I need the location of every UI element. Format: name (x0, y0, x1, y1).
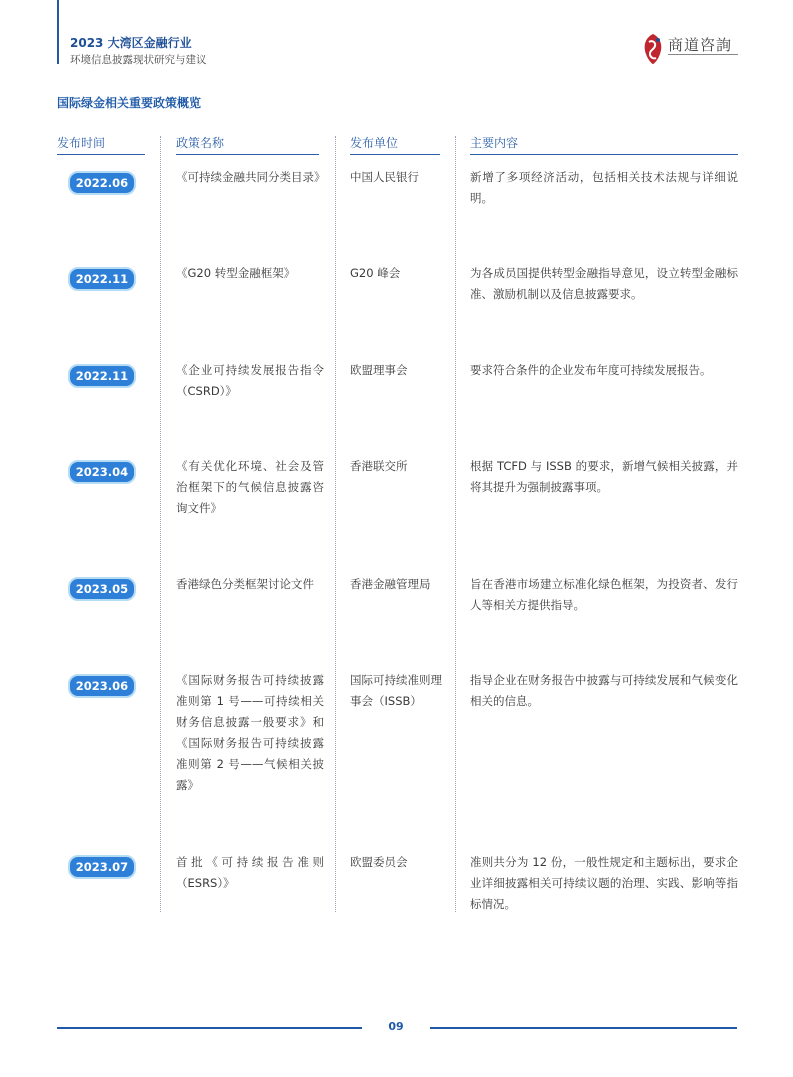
issuer: 国际可持续准则理事会（ISSB） (350, 673, 442, 708)
policy-name: 《G20 转型金融框架》 (176, 266, 296, 280)
column-header-date: 发布时间 (57, 134, 145, 155)
footer-rule-right (430, 1027, 737, 1029)
date-badge: 2022.06 (68, 171, 136, 195)
logo-text: 商道咨詢 (668, 36, 733, 54)
issuer: 中国人民银行 (350, 170, 419, 184)
footer-rule-left (57, 1027, 362, 1029)
policy-name: 首批《可持续报告准则（ESRS）》 (176, 855, 324, 890)
policy-summary: 旨在香港市场建立标准化绿色框架，为投资者、发行人等相关方提供指导。 (470, 577, 738, 612)
date-badge: 2023.07 (68, 855, 136, 879)
report-subtitle: 环境信息披露现状研究与建议 (70, 54, 207, 66)
date-badge: 2023.05 (68, 577, 136, 601)
page-number: 09 (388, 1020, 404, 1033)
column-header-name: 政策名称 (176, 134, 319, 155)
report-title: 2023 大湾区金融行业 (70, 36, 192, 50)
header-accent-line (57, 0, 59, 64)
policy-summary: 为各成员国提供转型金融指导意见，设立转型金融标准、激励机制以及信息披露要求。 (470, 266, 738, 301)
policy-summary: 准则共分为 12 份，一般性规定和主题标出，要求企业详细披露相关可持续议题的治理、实践、影响等指标情况。 (470, 855, 738, 911)
policy-summary: 新增了多项经济活动，包括相关技术法规与详细说明。 (470, 170, 738, 205)
issuer: 欧盟理事会 (350, 363, 408, 377)
column-divider (160, 136, 161, 912)
section-title: 国际绿金相关重要政策概览 (57, 96, 202, 110)
policy-name: 香港绿色分类框架讨论文件 (176, 577, 314, 591)
logo-emblem-icon (640, 32, 666, 66)
column-header-org: 发布单位 (350, 134, 440, 155)
policy-name: 《国际财务报告可持续披露准则第 1 号——可持续相关财务信息披露一般要求》和《国际财务报告可持续披露准则第 2 号——气候相关披露》 (176, 673, 324, 792)
policy-summary: 指导企业在财务报告中披露与可持续发展和气候变化相关的信息。 (470, 673, 738, 708)
policy-summary: 要求符合条件的企业发布年度可持续发展报告。 (470, 363, 712, 377)
issuer: 欧盟委员会 (350, 855, 408, 869)
date-badge: 2022.11 (68, 364, 136, 388)
date-badge: 2022.11 (68, 267, 136, 291)
date-badge: 2023.04 (68, 460, 136, 484)
date-badge: 2023.06 (68, 674, 136, 698)
column-divider (335, 136, 336, 912)
policy-name: 《有关优化环境、社会及管治框架下的气候信息披露咨询文件》 (176, 459, 324, 515)
policy-summary: 根据 TCFD 与 ISSB 的要求，新增气候相关披露，并将其提升为强制披露事项。 (470, 459, 738, 494)
company-logo (640, 32, 740, 68)
column-header-desc: 主要内容 (470, 134, 738, 155)
issuer: 香港金融管理局 (350, 577, 431, 591)
column-divider (455, 136, 456, 912)
policy-name: 《企业可持续发展报告指令（CSRD）》 (176, 363, 324, 398)
policy-name: 《可持续金融共同分类目录》 (176, 170, 326, 184)
issuer: 香港联交所 (350, 459, 408, 473)
issuer: G20 峰会 (350, 266, 401, 280)
logo-underline (668, 54, 738, 58)
